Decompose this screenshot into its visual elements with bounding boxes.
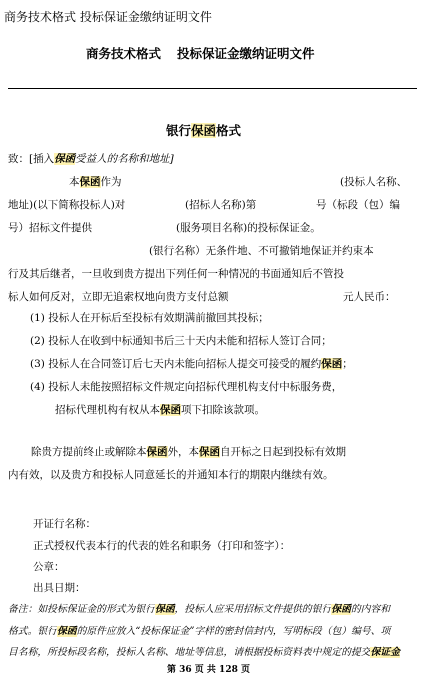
- list-item-3: [30, 357, 353, 371]
- list-item-3-a: (3) 投标人在合同签订后七天内未能向招标人提交可接受的履约: [30, 358, 322, 370]
- note-l1-c: 的内容和: [350, 604, 391, 615]
- page-footer: 第 36 页 共 128 页: [167, 665, 250, 675]
- para1-line2-a: 地址)(以下简称投标人)对: [8, 199, 126, 211]
- note-highlight-2: 保函: [331, 604, 351, 615]
- addressee-post: 受益人的名称和地址]: [75, 153, 174, 165]
- seal-field: 公章：: [33, 561, 65, 573]
- note-l3-a: 目名称，所投标段名称，投标人名称、地址等信息，请根据投标资料表中规定的提交: [8, 647, 371, 658]
- note-l2-b: 的原件应放入“投标保证金”字样的密封信封内，写明标段（包）编号、项: [76, 626, 391, 637]
- note-line1: [8, 603, 390, 617]
- note-highlight-1: 保函: [154, 604, 175, 615]
- para1-line1-right: (投标人名称、: [340, 176, 408, 188]
- list-item-1: (1) 投标人在开标后至投标有效期满前撤回其投标；: [30, 312, 269, 324]
- document-title-part-a: 商务技术格式: [86, 46, 162, 61]
- list-item-4-highlight: 保函: [160, 404, 181, 416]
- section-title-pre: 银行: [166, 123, 192, 138]
- para2-line3-b: 元人民币：: [343, 291, 396, 303]
- note-l1-a: 备注：如投标保证金的形式为银行: [8, 604, 155, 615]
- list-item-4: (4) 投标人未能按照招标文件规定向招标代理机构支付中标服务费，: [30, 381, 343, 393]
- note-highlight-3: 保函: [56, 626, 77, 637]
- section-title-highlight: 保函: [191, 123, 217, 138]
- addressee-highlight: 保函: [54, 153, 76, 165]
- section-title: [166, 123, 241, 139]
- note-l1-b: ，投标人应采用招标文件提供的银行: [174, 604, 332, 615]
- running-header: 商务技术格式 投标保证金缴纳证明文件: [4, 10, 212, 24]
- issuer-field: 开证行名称：: [33, 518, 96, 530]
- representative-field: 正式授权代表本行的代表的姓名和职务（打印和签字）：: [33, 540, 291, 552]
- para3-line1: [31, 445, 346, 459]
- document-title-part-b: 投标保证金缴纳证明文件: [177, 46, 315, 61]
- para3-l1-a: 除贵方提前终止或解除本: [31, 446, 147, 458]
- para1-l1-b: 作为: [100, 176, 122, 188]
- para1-l1-a: 本: [69, 176, 80, 188]
- para1-line2-c: 号（标段（包）编: [316, 199, 400, 211]
- list-item-4-cont-b: 项下扣除该款项。: [181, 404, 265, 416]
- list-item-4-cont: [55, 403, 265, 417]
- para2-line1: (银行名称）无条件地、不可撤销地保证并约束本: [149, 245, 374, 257]
- list-item-2: (2) 投标人在收到中标通知书后三十天内未能和招标人签订合同；: [30, 335, 332, 347]
- title-divider: [8, 88, 417, 89]
- addressee-pre: 致：[插入: [8, 153, 55, 165]
- section-title-post: 格式: [216, 123, 242, 138]
- para1-line1: [69, 175, 122, 189]
- para3-highlight-1: 保函: [146, 446, 168, 458]
- note-l2-a: 格式。银行: [8, 626, 57, 637]
- para1-l1-highlight: 保函: [79, 176, 101, 188]
- para3-l1-c: 自开标之日起到投标有效期: [220, 446, 346, 458]
- note-line3: [8, 646, 400, 660]
- para3-line2: 内有效，以及贵方和投标人同意延长的并通知本行的期限内继续有效。: [8, 469, 334, 481]
- para2-line3-a: 标人如何反对，立即无追索权地向贵方支付总额: [8, 291, 229, 303]
- para3-highlight-2: 保函: [199, 446, 220, 458]
- para1-line3-a: 号）招标文件提供: [8, 222, 92, 234]
- list-item-3-b: ；: [342, 358, 353, 370]
- note-highlight-4: 保证金: [370, 647, 400, 658]
- note-line2: [8, 625, 390, 639]
- list-item-3-highlight: 保函: [321, 358, 343, 370]
- para1-line2-b: (招标人名称)第: [185, 199, 257, 211]
- para3-l1-b: 外，本: [167, 446, 199, 458]
- list-item-4-cont-a: 招标代理机构有权从本: [55, 404, 160, 416]
- para1-line3-b: (服务项目名称)的投标保证金。: [176, 222, 321, 234]
- para2-line2: 行及其后继者，一旦收到贵方提出下列任何一种情况的书面通知后不管投: [8, 268, 344, 280]
- addressee-line: [8, 152, 174, 166]
- date-field: 出具日期：: [33, 582, 86, 594]
- document-title: [86, 46, 315, 62]
